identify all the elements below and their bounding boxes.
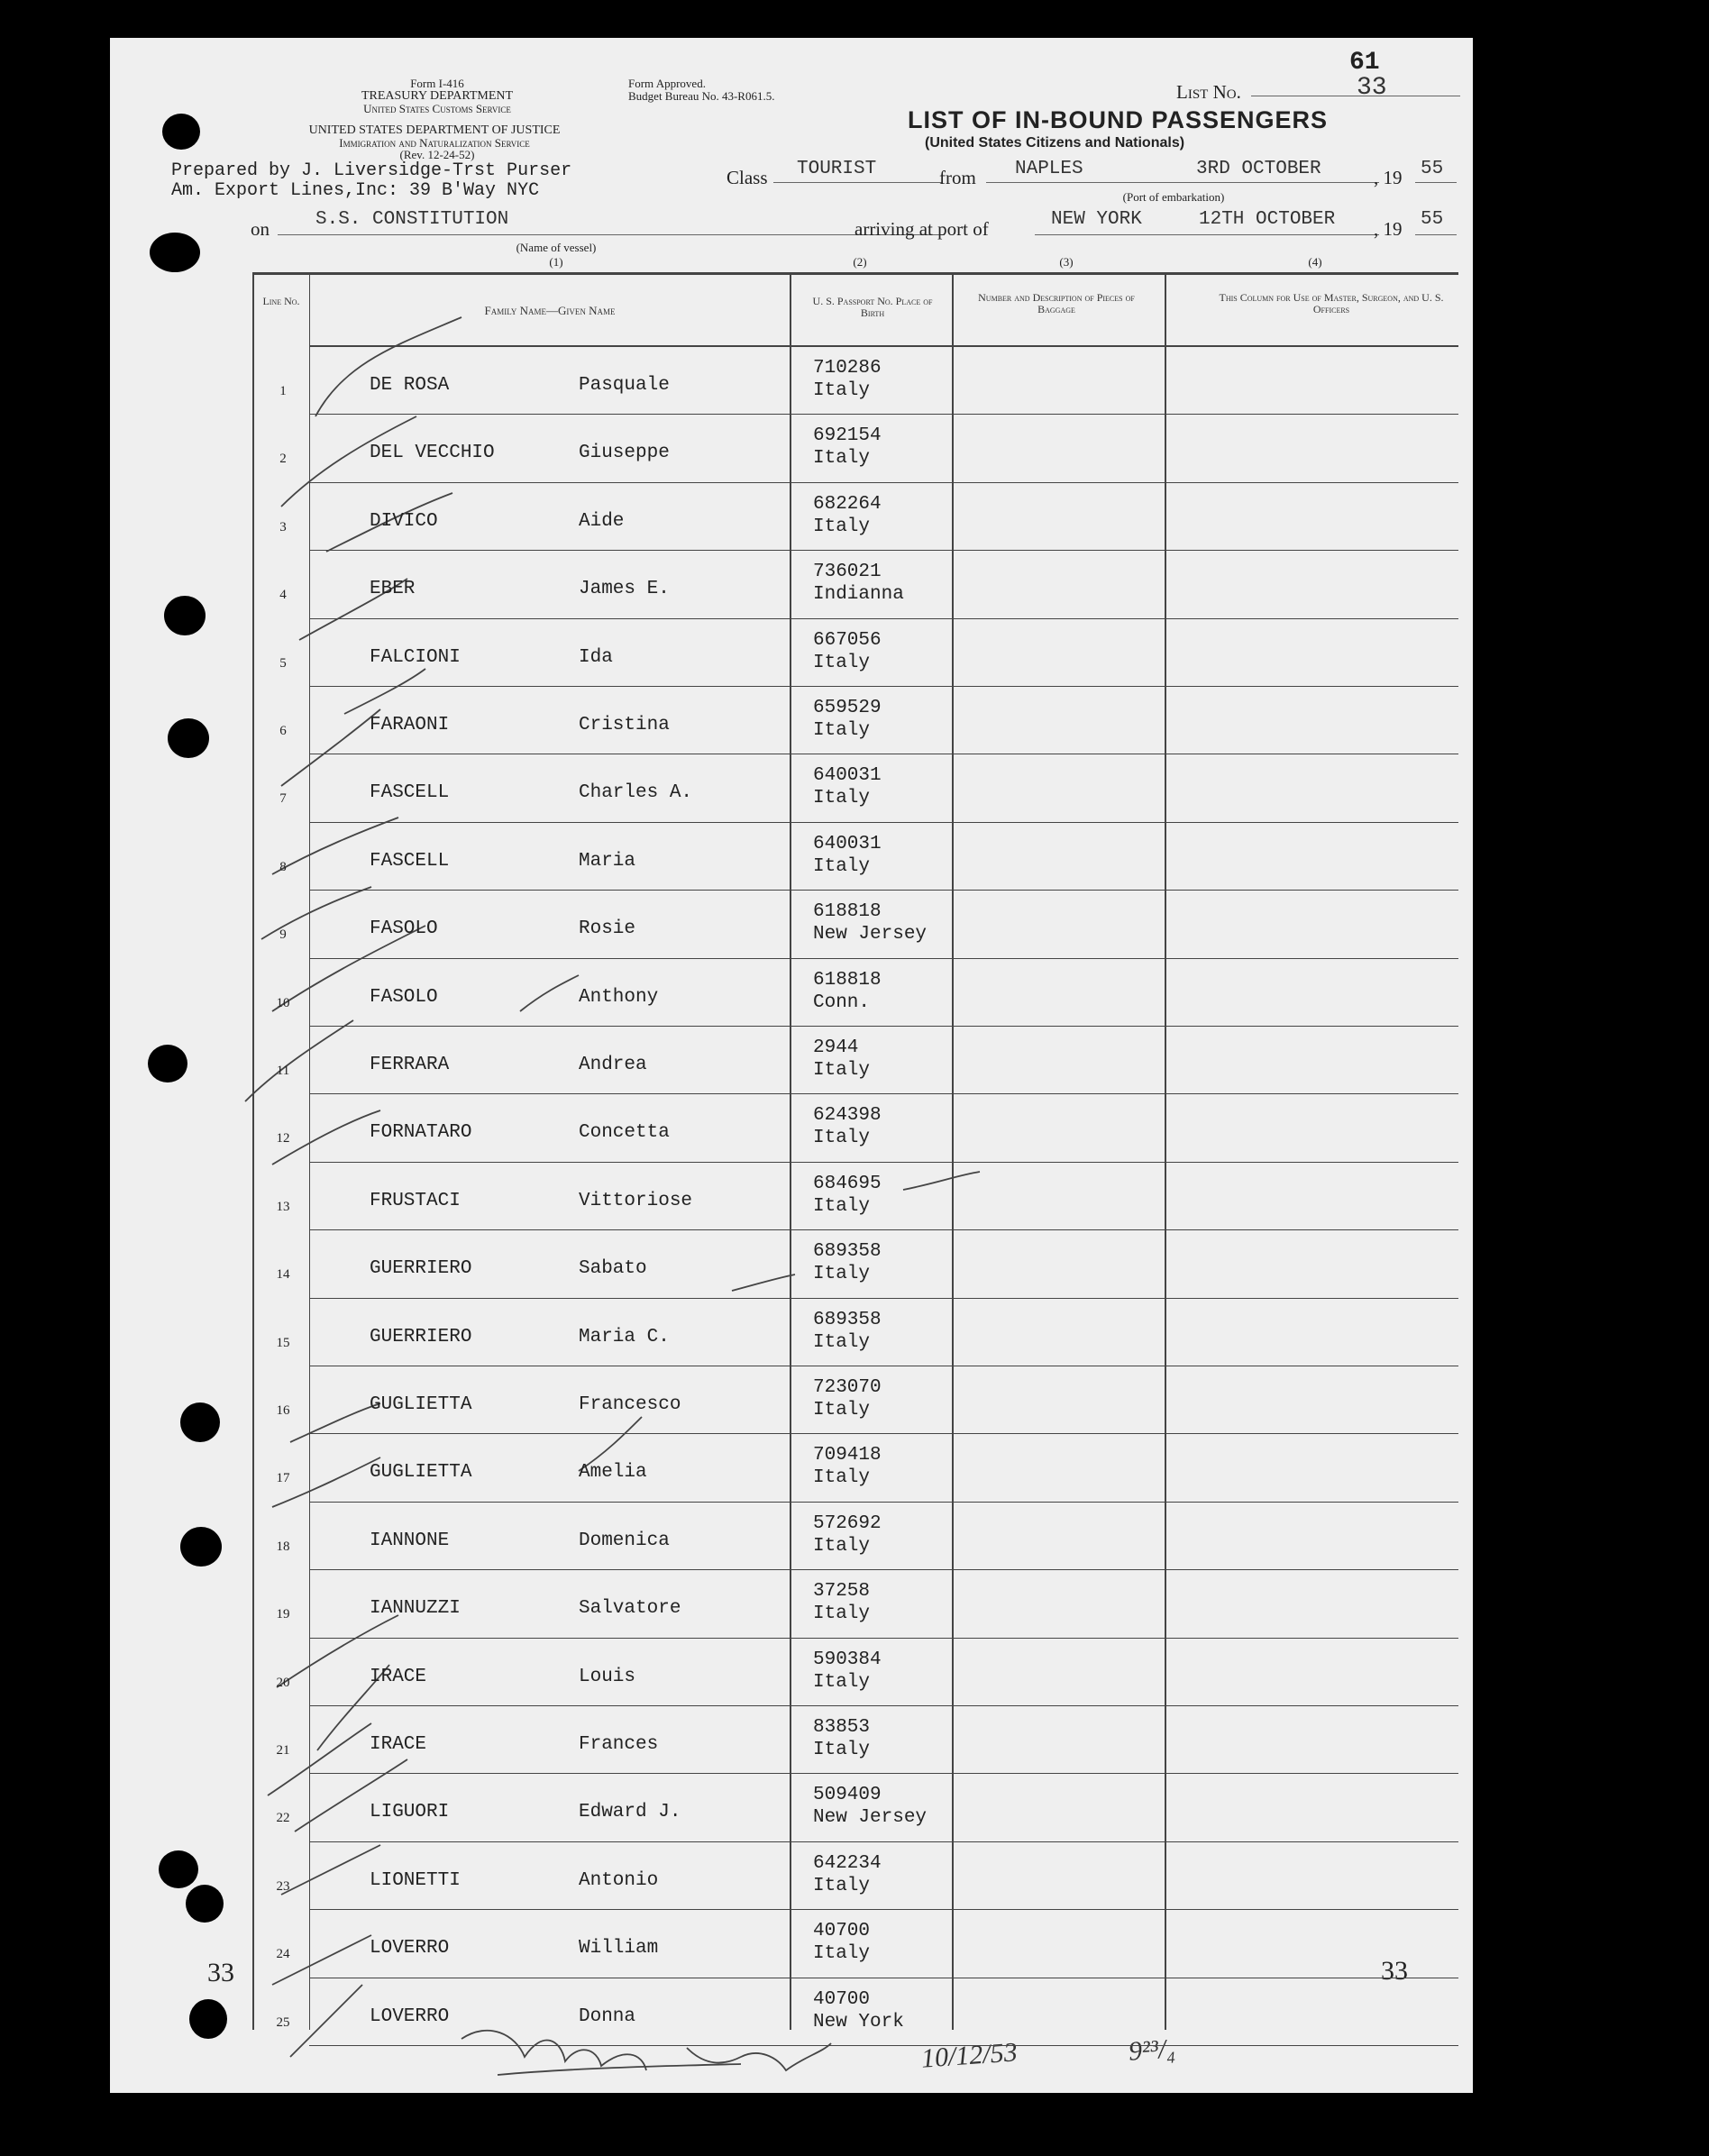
given-name: Edward J. xyxy=(579,1802,681,1823)
binder-hole xyxy=(180,1402,220,1442)
class-label: Class xyxy=(727,167,768,188)
place-of-birth: Italy xyxy=(813,788,871,809)
line-number: 15 xyxy=(276,1335,290,1350)
treasury-department: TREASURY DEPARTMENT xyxy=(361,89,514,103)
binder-hole xyxy=(168,718,209,758)
passport-number: 709418 xyxy=(813,1445,882,1466)
document-page xyxy=(110,38,1473,2093)
given-name: Concetta xyxy=(579,1122,670,1144)
line-number: 10 xyxy=(276,995,290,1010)
justice-department: UNITED STATES DEPARTMENT OF JUSTICE xyxy=(308,123,561,137)
arrival-date: 12TH OCTOBER xyxy=(1199,209,1336,230)
passport-number: 509409 xyxy=(813,1785,882,1806)
family-name: DE ROSA xyxy=(370,375,450,396)
binder-hole xyxy=(150,233,200,272)
form-revision: (Rev. 12-24-52) xyxy=(399,148,475,161)
passport-number: 37258 xyxy=(813,1581,871,1603)
departure-year: 55 xyxy=(1421,159,1444,179)
place-of-birth: Italy xyxy=(813,1331,871,1353)
line-number: 3 xyxy=(279,519,287,534)
port-of-embarkation-note: (Port of embarkation) xyxy=(1122,190,1225,204)
arrival-year: 55 xyxy=(1421,209,1444,230)
class-value: TOURIST xyxy=(797,159,877,179)
from-port: NAPLES xyxy=(1015,159,1083,179)
line-number: 18 xyxy=(276,1539,290,1554)
list-number-top: 61 xyxy=(1349,49,1380,77)
passport-number: 640031 xyxy=(813,833,882,854)
passport-number: 572692 xyxy=(813,1512,882,1534)
line-number: 21 xyxy=(276,1743,290,1758)
prepared-by-line1: Prepared by J. Liversidge-Trst Purser xyxy=(171,160,572,181)
place-of-birth: Italy xyxy=(813,448,871,470)
family-name: IANNONE xyxy=(370,1530,450,1551)
given-name: Salvatore xyxy=(579,1598,681,1620)
column-header-passport: U. S. Passport No. Place of Birth xyxy=(812,295,933,319)
place-of-birth: Italy xyxy=(813,1060,871,1081)
line-number: 13 xyxy=(276,1199,290,1214)
line-number: 23 xyxy=(276,1878,290,1894)
place-of-birth: Italy xyxy=(813,1671,871,1693)
given-name: Sabato xyxy=(579,1258,647,1280)
binder-hole xyxy=(164,596,206,635)
given-name: Antonio xyxy=(579,1869,659,1891)
given-name: Domenica xyxy=(579,1530,670,1551)
line-number: 2 xyxy=(279,452,287,467)
line-number: 8 xyxy=(279,859,287,874)
signature-date: 10/12/53 xyxy=(919,2037,1019,2074)
place-of-birth: New Jersey xyxy=(813,924,928,946)
place-of-birth: New Jersey xyxy=(813,1807,928,1829)
passport-number: 689358 xyxy=(813,1241,882,1263)
given-name: Ida xyxy=(579,646,613,668)
passport-number: 624398 xyxy=(813,1105,882,1127)
column-number-3: (3) xyxy=(1059,255,1074,269)
binder-hole xyxy=(159,1850,198,1888)
given-name: Vittoriose xyxy=(579,1190,693,1211)
column-number-2: (2) xyxy=(853,255,867,269)
given-name: Giuseppe xyxy=(579,443,670,464)
immigration-service: Immigration and Naturalization Service xyxy=(339,136,530,150)
line-number: 12 xyxy=(276,1131,290,1147)
given-name: Frances xyxy=(579,1734,659,1755)
place-of-birth: Italy xyxy=(813,1400,871,1421)
family-name: FASOLO xyxy=(370,918,438,940)
passport-number: 40700 xyxy=(813,1988,871,2010)
column-header-name: Family Name—Given Name xyxy=(484,304,616,317)
from-label: from xyxy=(939,167,976,188)
document-subtitle: (United States Citizens and Nationals) xyxy=(925,135,1185,151)
on-label: on xyxy=(251,218,270,240)
column-header-officers: This Column for Use of Master, Surgeon, and U. S. Officers xyxy=(1219,291,1444,315)
family-name: FALCIONI xyxy=(370,646,461,668)
family-name: FRUSTACI xyxy=(370,1190,461,1211)
place-of-birth: Italy xyxy=(813,1603,871,1625)
given-name: Louis xyxy=(579,1666,636,1687)
place-of-birth: Italy xyxy=(813,1740,871,1760)
column-header-baggage: Number and Description of Pieces of Baggage xyxy=(978,291,1135,315)
given-name: James E. xyxy=(579,579,670,600)
passport-number: 2944 xyxy=(813,1037,859,1058)
binder-hole xyxy=(162,114,200,150)
family-name: FASCELL xyxy=(370,850,450,872)
line-number: 19 xyxy=(276,1607,290,1622)
place-of-birth: New York xyxy=(813,2011,904,2033)
binder-hole xyxy=(180,1527,222,1567)
column-header-line-no: Line No. xyxy=(262,295,300,307)
place-of-birth: Italy xyxy=(813,380,871,401)
line-number: 7 xyxy=(279,791,287,807)
given-name: Maria C. xyxy=(579,1326,670,1348)
line-number: 24 xyxy=(276,1947,290,1962)
passport-number: 667056 xyxy=(813,629,882,651)
place-of-birth: Italy xyxy=(813,1195,871,1217)
family-name: LIONETTI xyxy=(370,1869,461,1891)
line-number: 9 xyxy=(279,927,287,943)
family-name: DIVICO xyxy=(370,510,438,532)
passport-number: 736021 xyxy=(813,562,882,583)
document-title: LIST OF IN-BOUND PASSENGERS xyxy=(908,106,1329,133)
given-name: Aide xyxy=(579,510,625,532)
passport-number: 692154 xyxy=(813,425,882,447)
line-number: 22 xyxy=(276,1811,290,1826)
given-name: Pasquale xyxy=(579,375,670,396)
list-number: 33 xyxy=(1357,74,1387,102)
passport-number: 689358 xyxy=(813,1309,882,1330)
place-of-birth: Italy xyxy=(813,1264,871,1285)
passport-number: 710286 xyxy=(813,358,882,379)
passport-number: 618818 xyxy=(813,969,882,991)
family-name: LIGUORI xyxy=(370,1802,450,1823)
page-number-left: 33 xyxy=(207,1958,234,1987)
line-number: 25 xyxy=(276,2014,290,2030)
place-of-birth: Italy xyxy=(813,516,871,537)
family-name: IANNUZZI xyxy=(370,1598,461,1620)
passport-number: 723070 xyxy=(813,1377,882,1398)
customs-service: United States Customs Service xyxy=(363,102,511,115)
binder-hole xyxy=(186,1885,224,1923)
family-name: LOVERRO xyxy=(370,1938,450,1960)
passport-number: 659529 xyxy=(813,698,882,718)
family-name: FERRARA xyxy=(370,1055,450,1075)
given-name: Andrea xyxy=(579,1055,647,1075)
line-number: 4 xyxy=(279,588,287,603)
binder-hole xyxy=(189,1999,227,2039)
departure-year-prefix: , 19 xyxy=(1374,167,1403,188)
family-name: GUGLIETTA xyxy=(370,1394,472,1415)
form-approved: Form Approved. xyxy=(628,77,706,90)
vessel-name-note: (Name of vessel) xyxy=(516,241,597,254)
family-name: EBER xyxy=(370,579,416,600)
given-name: Donna xyxy=(579,2005,636,2027)
passport-number: 682264 xyxy=(813,493,882,515)
passport-number: 642234 xyxy=(813,1852,882,1874)
family-name: FASCELL xyxy=(370,782,450,804)
family-name: FASOLO xyxy=(370,986,438,1008)
family-name: LOVERRO xyxy=(370,2005,450,2027)
prepared-by-line2: Am. Export Lines,Inc: 39 B'Way NYC xyxy=(171,180,540,201)
column-number-1: (1) xyxy=(549,255,563,269)
line-number: 20 xyxy=(276,1675,290,1690)
family-name: DEL VECCHIO xyxy=(370,443,495,464)
handwritten-marks xyxy=(110,38,1473,2093)
line-number: 17 xyxy=(276,1471,290,1486)
passport-number: 40700 xyxy=(813,1921,871,1942)
given-name: Charles A. xyxy=(579,782,693,804)
place-of-birth: Italy xyxy=(813,1535,871,1557)
arrival-port: NEW YORK xyxy=(1051,209,1142,230)
signature-annotation: 9²³/₄ xyxy=(1127,2033,1176,2067)
page-number-right: 33 xyxy=(1381,1956,1408,1986)
line-number: 11 xyxy=(276,1064,290,1078)
line-number: 6 xyxy=(279,724,287,738)
given-name: Francesco xyxy=(579,1394,681,1415)
family-name: IRACE xyxy=(370,1734,427,1755)
given-name: Maria xyxy=(579,850,636,872)
place-of-birth: Italy xyxy=(813,1943,871,1965)
line-number: 1 xyxy=(279,384,287,398)
departure-date: 3RD OCTOBER xyxy=(1196,159,1321,179)
binder-hole xyxy=(148,1045,187,1083)
family-name: GUERRIERO xyxy=(370,1326,472,1348)
family-name: FORNATARO xyxy=(370,1122,472,1144)
passport-number: 618818 xyxy=(813,901,882,923)
given-name: Cristina xyxy=(579,715,670,735)
passport-number: 640031 xyxy=(813,765,882,787)
line-number: 14 xyxy=(276,1267,290,1283)
given-name: William xyxy=(579,1938,659,1960)
given-name: Amelia xyxy=(579,1462,647,1484)
arriving-label: arriving at port of xyxy=(854,218,989,240)
line-number: 5 xyxy=(279,655,287,671)
place-of-birth: Italy xyxy=(813,1875,871,1896)
passport-number: 83853 xyxy=(813,1717,871,1738)
family-name: FARAONI xyxy=(370,715,450,735)
place-of-birth: Italy xyxy=(813,1128,871,1149)
column-number-4: (4) xyxy=(1308,255,1322,269)
line-number: 16 xyxy=(276,1403,290,1418)
family-name: GUGLIETTA xyxy=(370,1462,472,1484)
form-number: Form I-416 xyxy=(410,77,464,90)
given-name: Anthony xyxy=(579,986,659,1008)
arrival-year-prefix: , 19 xyxy=(1374,218,1403,240)
passport-number: 590384 xyxy=(813,1649,882,1670)
place-of-birth: Italy xyxy=(813,720,871,741)
budget-bureau-number: Budget Bureau No. 43-R061.5. xyxy=(628,89,775,103)
place-of-birth: Italy xyxy=(813,1467,871,1489)
list-number-label: List No. xyxy=(1176,81,1241,103)
given-name: Rosie xyxy=(579,918,636,940)
family-name: GUERRIERO xyxy=(370,1258,472,1280)
vessel-name: S.S. CONSTITUTION xyxy=(315,209,509,230)
passport-number: 684695 xyxy=(813,1173,882,1194)
place-of-birth: Italy xyxy=(813,652,871,673)
place-of-birth: Indianna xyxy=(813,584,904,606)
family-name: IRACE xyxy=(370,1666,427,1687)
place-of-birth: Conn. xyxy=(813,991,871,1013)
place-of-birth: Italy xyxy=(813,855,871,877)
